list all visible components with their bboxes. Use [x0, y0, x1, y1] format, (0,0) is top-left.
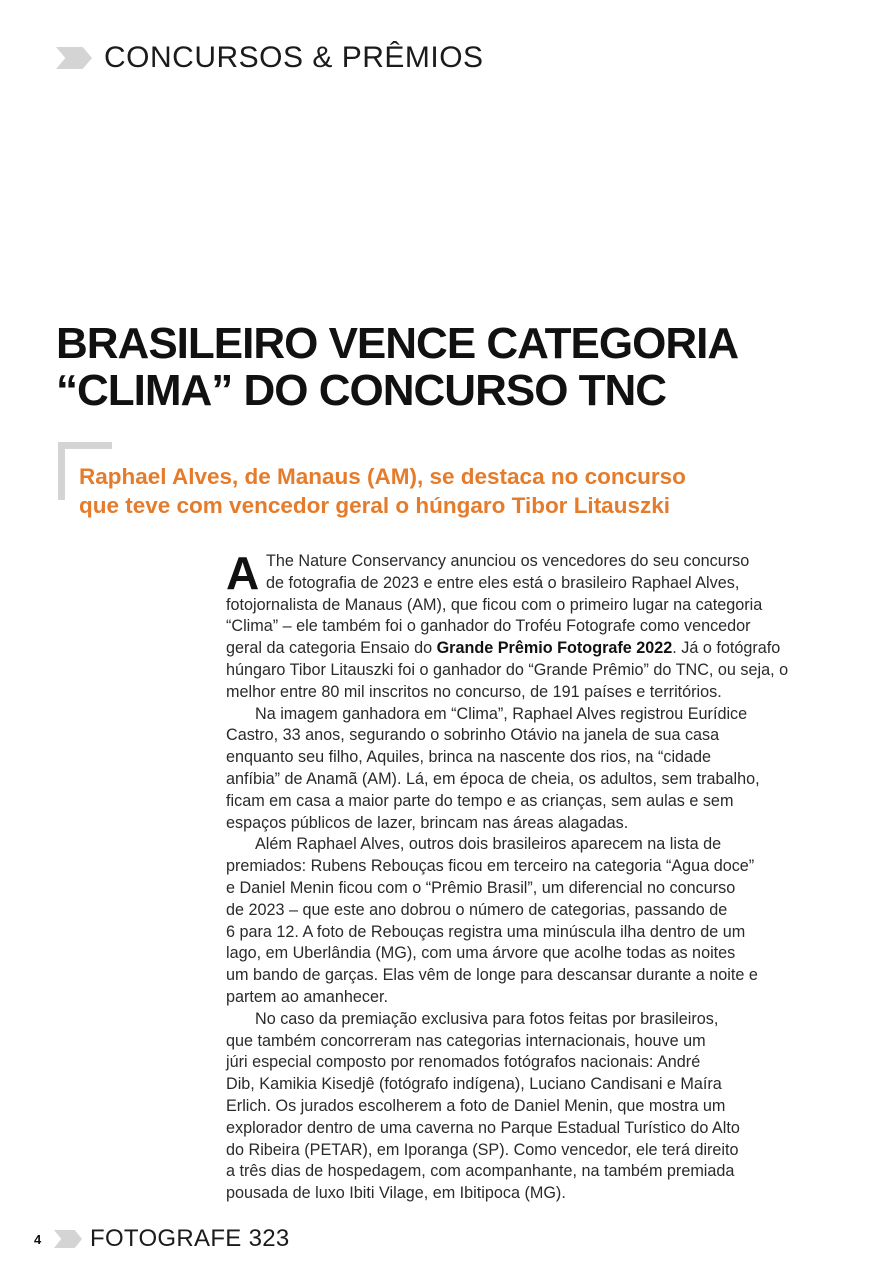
body-line: melhor entre 80 mil inscritos no concurso, de 191 países e territórios. [226, 682, 722, 701]
body-line: Castro, 33 anos, segurando o sobrinho Otávio na janela de sua casa [226, 726, 720, 745]
magazine-issue: FOTOGRAFE 323 [90, 1225, 290, 1252]
chevron-icon [54, 1230, 82, 1248]
headline-line: “CLIMA” DO CONCURSO TNC [56, 366, 667, 415]
body-line: ficam em casa a maior parte do tempo e as crianças, sem aulas e sem [226, 791, 734, 810]
body-line: 6 para 12. A foto de Rebouças registra uma minúscula ilha dentro de um [226, 922, 746, 941]
body-line: anfíbia” de Anamã (AM). Lá, em época de cheia, os adultos, sem trabalho, [226, 769, 760, 788]
body-line: explorador dentro de uma caverna no Parque Estadual Turístico do Alto [226, 1118, 740, 1137]
headline-line: BRASILEIRO VENCE CATEGORIA [56, 319, 739, 368]
body-line: No caso da premiação exclusiva para fotos feitas por brasileiros, [255, 1009, 719, 1028]
body-line: a três dias de hospedagem, com acompanhante, na também premiada [226, 1162, 735, 1181]
body-line: e Daniel Menin ficou com o “Prêmio Brasil”, um diferencial no concurso [226, 878, 736, 897]
body-line: júri especial composto por renomados fotógrafos nacionais: André [226, 1053, 701, 1072]
body-text: geral da categoria Ensaio do [226, 639, 437, 658]
article-subtitle [79, 462, 849, 520]
body-line: Além Raphael Alves, outros dois brasileiros aparecem na lista de [255, 835, 722, 854]
body-line [226, 638, 790, 660]
section-title: CONCURSOS & PRÊMIOS [104, 41, 484, 74]
event-name-bold: Grande Prêmio Fotografe 2022 [436, 639, 673, 658]
body-line: Erlich. Os jurados escolherem a foto de Daniel Menin, que mostra um [226, 1096, 726, 1115]
body-line: do Ribeira (PETAR), em Iporanga (SP). Como vencedor, ele terá direito [226, 1140, 739, 1159]
article-headline [56, 320, 856, 414]
chevron-icon [56, 47, 92, 69]
body-line: The Nature Conservancy anunciou os vencedores do seu concurso [266, 552, 750, 570]
body-line: de 2023 – que este ano dobrou o número de categorias, passando de [226, 900, 728, 919]
section-header [56, 38, 484, 78]
page-footer [34, 1224, 290, 1254]
article-body [226, 547, 790, 1205]
body-line: de fotografia de 2023 e entre eles está o brasileiro Raphael Alves, [266, 573, 740, 592]
subtitle-line: que teve com vencedor geral o húngaro Tibor Litauszki [79, 493, 670, 518]
body-line: lago, em Uberlândia (MG), com uma árvore que acolhe todas as noites [226, 944, 736, 963]
page-number: 4 [34, 1231, 42, 1247]
body-line: fotojornalista de Manaus (AM), que ficou com o primeiro lugar na categoria [226, 595, 763, 614]
body-line: “Clima” – ele também foi o ganhador do Troféu Fotografe como vencedor [226, 617, 751, 636]
body-line: Dib, Kamikia Kisedjê (fotógrafo indígena), Luciano Candisani e Maíra [226, 1075, 722, 1094]
body-line: espaços públicos de lazer, brincam nas áreas alagadas. [226, 813, 629, 832]
quote-bracket-decoration [58, 442, 65, 500]
body-line: Na imagem ganhadora em “Clima”, Raphael Alves registrou Eurídice [255, 704, 748, 723]
body-line: enquanto seu filho, Aquiles, brinca na nascente dos rios, na “cidade [226, 748, 712, 767]
subtitle-line: Raphael Alves, de Manaus (AM), se destaca no concurso [79, 464, 686, 489]
body-line: um bando de garças. Elas vêm de longe para descansar durante a noite e [226, 966, 758, 985]
body-line: premiados: Rubens Rebouças ficou em terceiro na categoria “Agua doce” [226, 857, 755, 876]
body-text: . Já o fotógrafo [672, 639, 781, 658]
drop-cap: A [226, 547, 260, 599]
body-line: húngaro Tibor Litauszki foi o ganhador do “Grande Prêmio” do TNC, ou seja, o [226, 660, 789, 679]
body-line: que também concorreram nas categorias internacionais, houve um [226, 1031, 706, 1050]
body-line: pousada de luxo Ibiti Vilage, em Ibitipoca (MG). [226, 1184, 566, 1203]
body-line: partem ao amanhecer. [226, 987, 388, 1006]
quote-bracket-decoration [58, 442, 112, 449]
